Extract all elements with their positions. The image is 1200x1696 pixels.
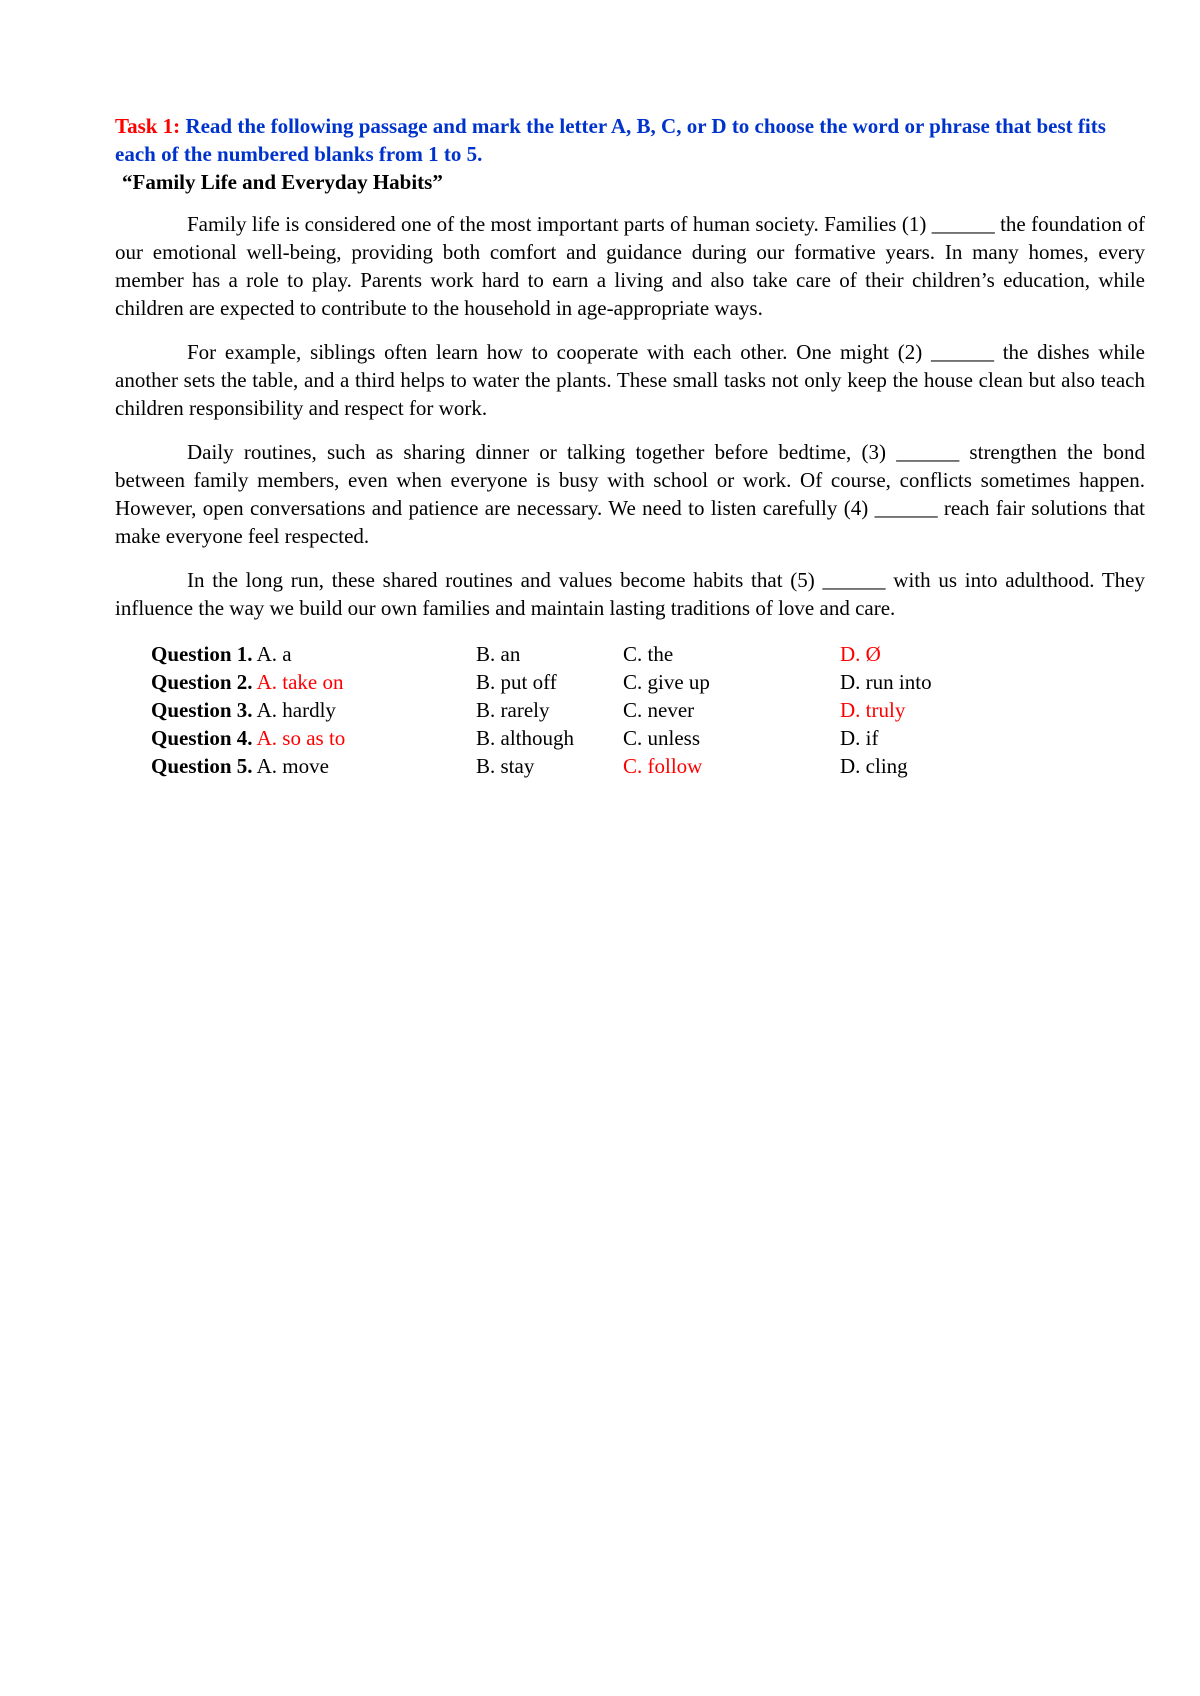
option-a: A. hardly <box>256 698 336 722</box>
option-d: D. run into <box>840 670 932 694</box>
passage-paragraph-4: In the long run, these shared routines and values become habits that (5) ______ with us into adulthood. They influence the way we build our own families and maintain lasting traditions of love and care. <box>115 568 1145 620</box>
task-instruction: Read the following passage and mark the letter A, B, C, or D to choose the word or phrase that best fits each of the numbered blanks from 1 to 5. <box>115 114 1106 166</box>
question-row-2 <box>151 668 1145 696</box>
option-c: C. unless <box>623 726 701 750</box>
passage-paragraph-3: Daily routines, such as sharing dinner or talking together before bedtime, (3) ______ strengthen the bond between family members, even when everyone is busy with school or work. Of course, conflicts sometimes happen. However, open conversations and patience are necessary. We need to listen carefully (4) ______ reach fair solutions that make everyone feel respected. <box>115 440 1145 548</box>
question-row-5 <box>151 752 1145 780</box>
option-a: A. take on <box>256 670 344 694</box>
option-b: B. an <box>476 642 521 666</box>
option-c: C. never <box>623 698 695 722</box>
question-label: Question 5. <box>151 754 253 778</box>
option-b: B. stay <box>476 754 535 778</box>
option-d: D. if <box>840 726 879 750</box>
question-label: Question 1. <box>151 642 253 666</box>
question-label: Question 4. <box>151 726 253 750</box>
question-list <box>151 640 1145 780</box>
question-row-1 <box>151 640 1145 668</box>
option-b: B. although <box>476 726 574 750</box>
option-c: C. the <box>623 642 674 666</box>
document-page <box>115 112 1145 780</box>
question-row-3 <box>151 696 1145 724</box>
question-row-4 <box>151 724 1145 752</box>
option-b: B. put off <box>476 670 557 694</box>
question-label: Question 3. <box>151 698 253 722</box>
option-c: C. give up <box>623 670 710 694</box>
passage-paragraph-2: For example, siblings often learn how to cooperate with each other. One might (2) ______ the dishes while another sets the table, and a third helps to water the plants. These small tasks not only keep the house clean but also teach children responsibility and respect for work. <box>115 340 1145 420</box>
passage-title: “Family Life and Everyday Habits” <box>122 170 443 194</box>
option-c: C. follow <box>623 754 703 778</box>
question-label: Question 2. <box>151 670 253 694</box>
option-b: B. rarely <box>476 698 550 722</box>
task-heading <box>115 112 1145 168</box>
option-a: A. move <box>256 754 329 778</box>
option-a: A. a <box>256 642 292 666</box>
option-d: D. truly <box>840 698 906 722</box>
task-label: Task 1: <box>115 114 181 138</box>
option-d: D. cling <box>840 754 908 778</box>
passage-paragraph-1: Family life is considered one of the most important parts of human society. Families (1) ______ the foundation of our emotional well-being, providing both comfort and guidance during our formative years. In many homes, every member has a role to play. Parents work hard to earn a living and also take care of their children’s education, while children are expected to contribute to the household in age-appropriate ways. <box>115 212 1145 320</box>
option-d: D. Ø <box>840 642 881 666</box>
option-a: A. so as to <box>256 726 346 750</box>
